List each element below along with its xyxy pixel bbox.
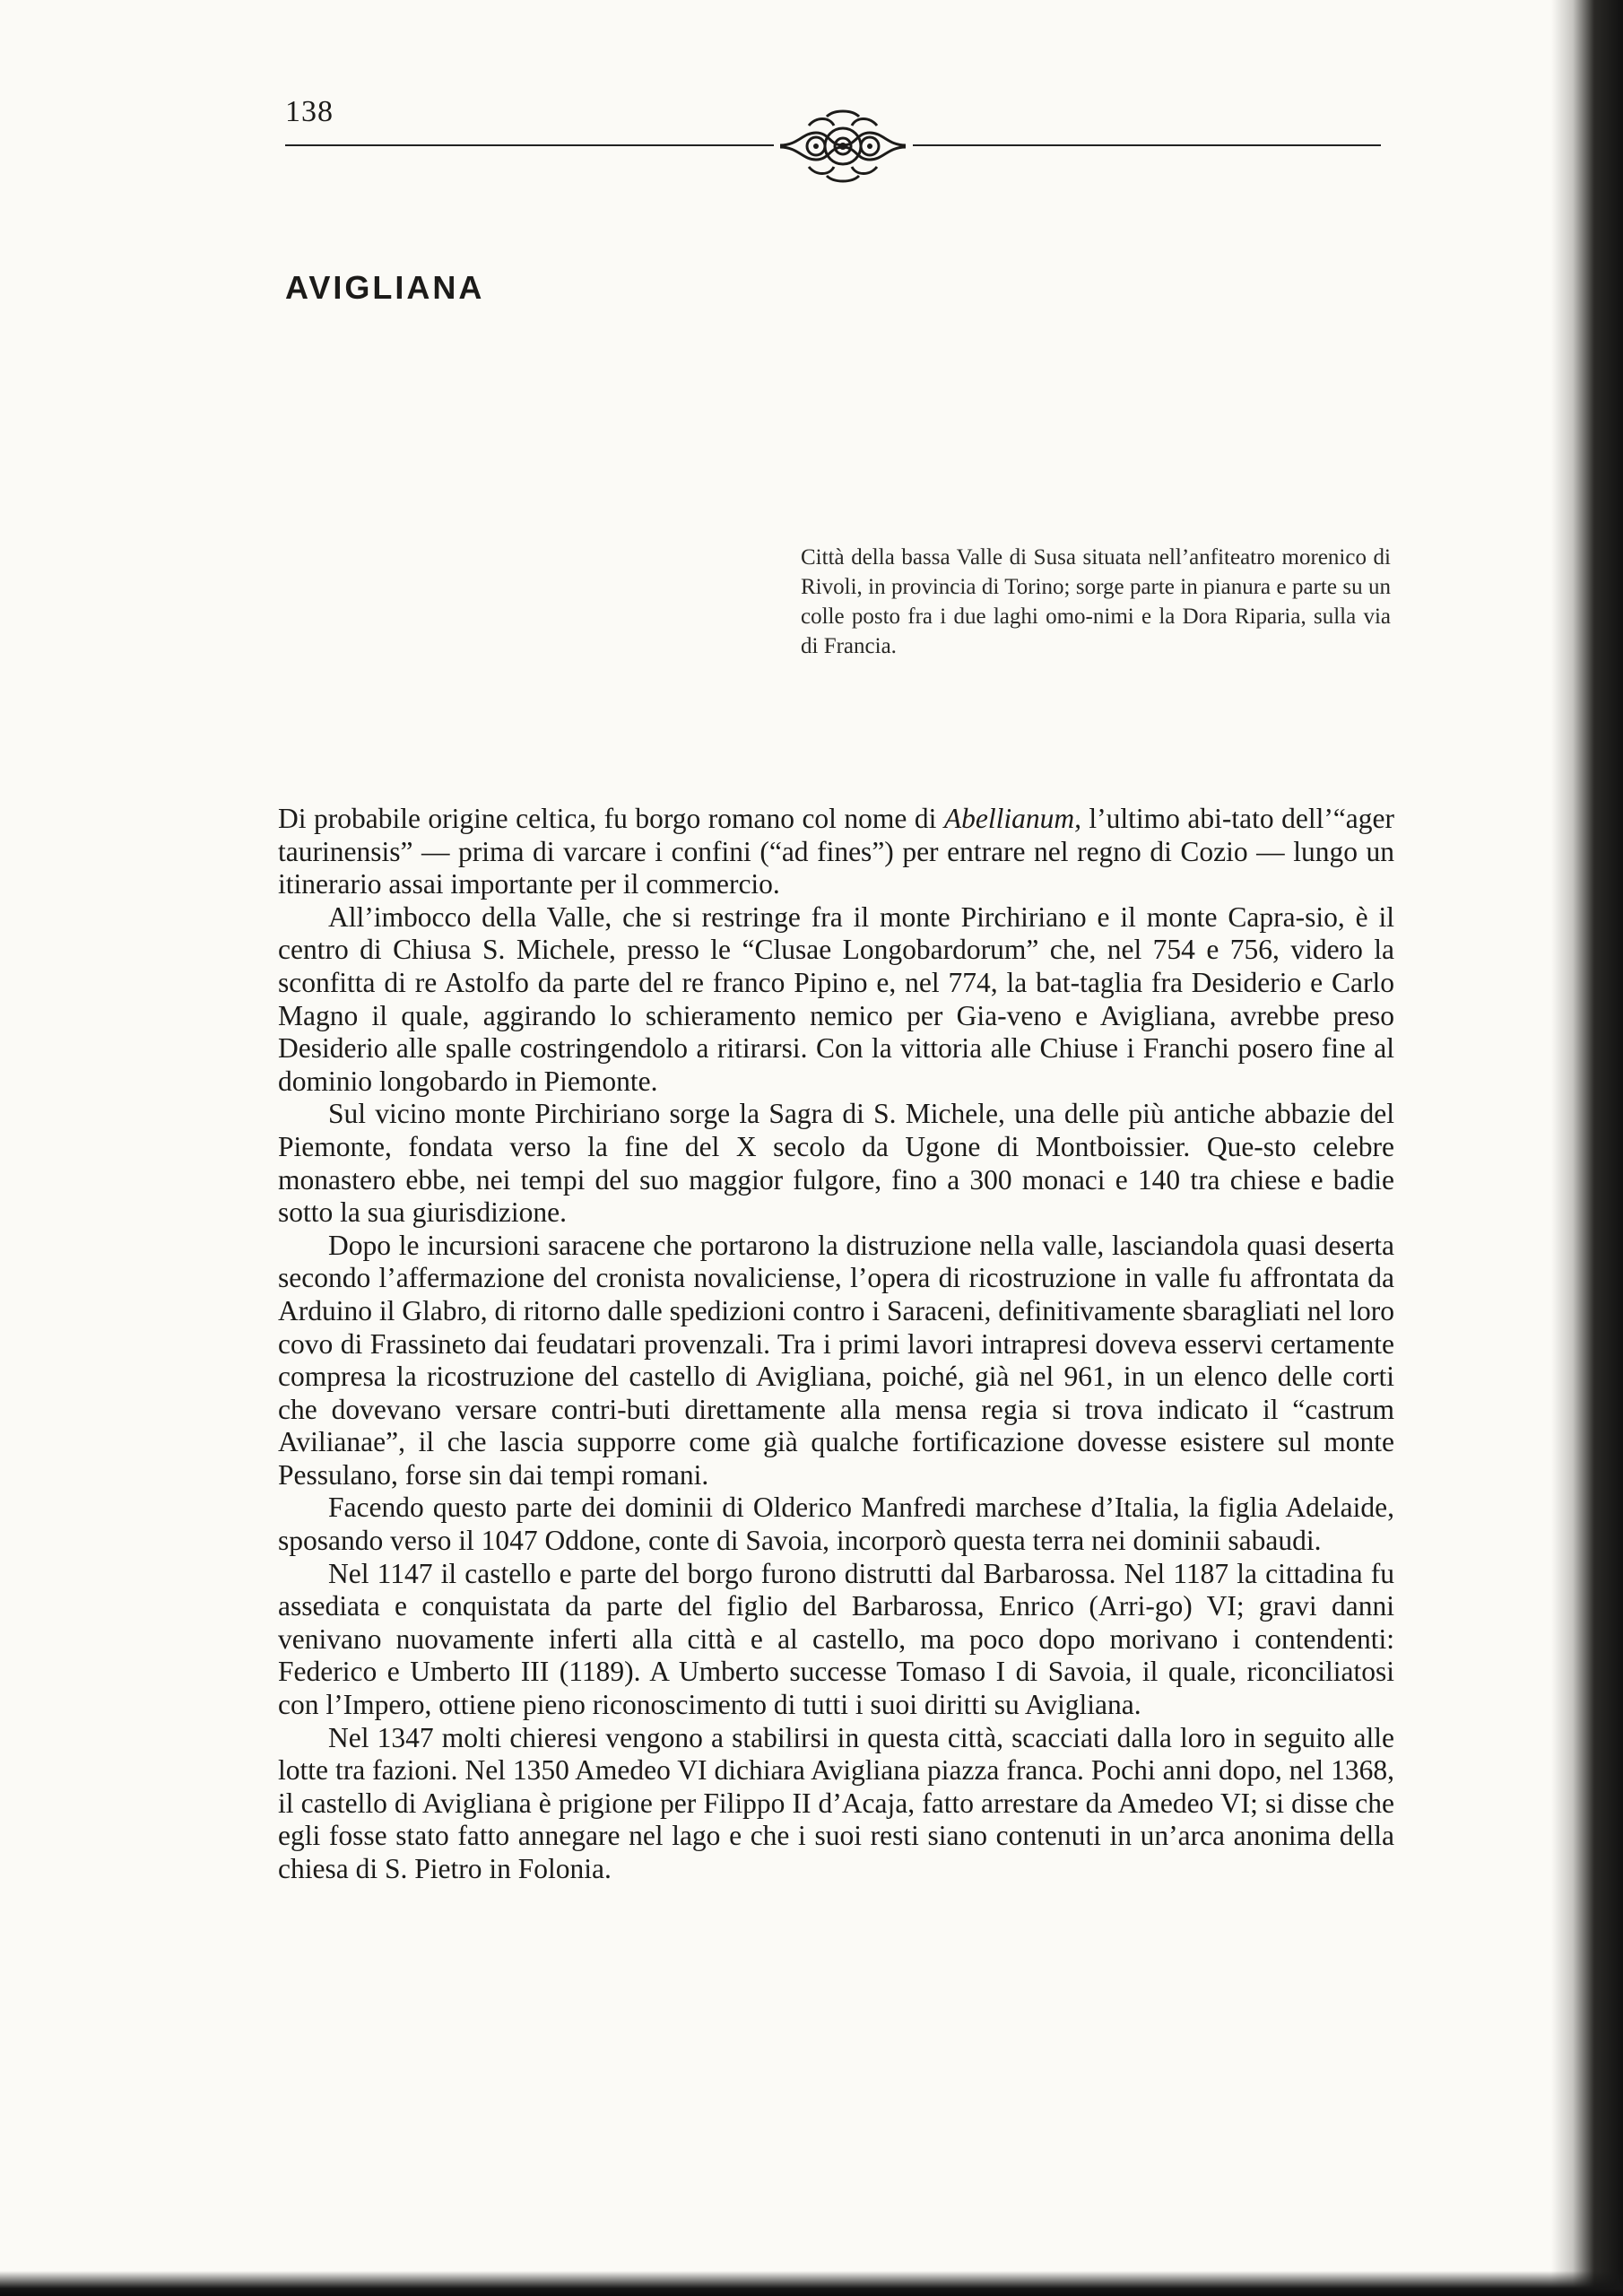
abstract-paragraph: Città della bassa Valle di Susa situata nell’anfiteatro morenico di Rivoli, in provincia di Torino; sorge parte in pianura e parte su un colle posto fra i due laghi omo-nimi e la Dora Riparia, sulla via di Francia. (801, 545, 1391, 658)
binding-shadow (1551, 0, 1623, 2296)
p1-italic-latin-name: Abellianum, (943, 803, 1081, 834)
p1-before: Di probabile origine celtica, fu borgo romano col nome di (278, 803, 944, 834)
body-paragraph-3: Sul vicino monte Pirchiriano sorge la Sagra di S. Michele, una delle più antiche abbazie del Piemonte, fondata verso la fine del X secolo da Ugone di Montboissier. Que-sto celebre monastero ebbe, nei tempi del suo maggior fulgore, fino a 300 monaci e 140 tra chiese e badie sotto la sua giurisdizione. (278, 1098, 1394, 1229)
body-paragraph-2: All’imbocco della Valle, che si restringe fra il monte Pirchiriano e il monte Capra-sio, è il centro di Chiusa S. Michele, presso le “Clusae Longobardorum” che, nel 754 e 756, videro la sconfitta di re Astolfo da parte del re franco Pipino e, nel 774, la bat-taglia fra Desiderio e Carlo Magno il quale, aggirando lo schieramento nemico per Gia-veno e Avigliana, avrebbe preso Desiderio alle spalle costringendolo a ritirarsi. Con la vittoria alle Chiuse i Franchi posero fine al dominio longobardo in Piemonte. (278, 900, 1394, 1097)
body-paragraph-5: Facendo questo parte dei dominii di Olderico Manfredi marchese d’Italia, la figlia Adelaide, sposando verso il 1047 Oddone, conte di Savoia, incorporò questa terra nei dominii sabaudi. (278, 1492, 1394, 1557)
header-rule-right (913, 144, 1381, 146)
bottom-edge-shadow (0, 2271, 1623, 2296)
body-paragraph-7: Nel 1347 molti chieresi vengono a stabilirsi in questa città, scacciati dalla loro in seguito alle lotte tra fazioni. Nel 1350 Amedeo VI dichiara Avigliana piazza franca. Pochi anni dopo, nel 1368, il castello di Avigliana è prigione per Filippo II d’Acaja, fatto arrestare da Amedeo VI; si disse che egli fosse stato fatto annegare nel lago e che i suoi resti siano contenuti in un’arca anonima della chiesa di S. Pietro in Folonia. (278, 1721, 1394, 1884)
p1-after: l’ultimo abi-tato dell’“ager taurinensis” — prima di varcare i confini (“ad fines”) per entrare nel regno di Cozio — lungo un itinerario assai importante per il commercio. (278, 803, 1394, 900)
body-paragraph-6: Nel 1147 il castello e parte del borgo furono distrutti dal Barbarossa. Nel 1187 la cittadina fu assediata e conquistata da parte del figlio del Barbarossa, Enrico (Arri-go) VI; gravi danni venivano nuovamente inferti alla città e al castello, ma poco dopo morivano i contendenti: Federico e Umberto III (1189). A Umberto successe Tomaso I di Savoia, il quale, riconciliatosi con l’Impero, ottiene pieno riconoscimento di tutti i suoi diritti su Avigliana. (278, 1557, 1394, 1721)
header-rule-left (285, 144, 774, 146)
body-text (278, 803, 1394, 1886)
body-paragraph-1 (278, 803, 1394, 901)
body-paragraph-4: Dopo le incursioni saracene che portarono la distruzione nella valle, lasciandola quasi deserta secondo l’affermazione del cronista novaliciense, l’opera di ricostruzione in valle fu affrontata da Arduino il Glabro, di ritorno dalle spedizioni contro i Saraceni, definitivamente sbaragliati nel loro covo di Frassineto dai feudatari provenzali. Tra i primi lavori intrapresi doveva esservi certamente compresa la ricostruzione del castello di Avigliana, poiché, già nel 961, in un elenco delle corti che dovevano versare contri-buti direttamente alla mensa regia si trova indicato il “castrum Avilianae”, il che lascia supporre come già qualche fortificazione dovesse esistere sul monte Pessulano, forse sin dai tempi romani. (278, 1229, 1394, 1491)
header-ornament-icon (762, 106, 924, 187)
page-number: 138 (285, 95, 334, 128)
chapter-title: AVIGLIANA (285, 269, 485, 306)
